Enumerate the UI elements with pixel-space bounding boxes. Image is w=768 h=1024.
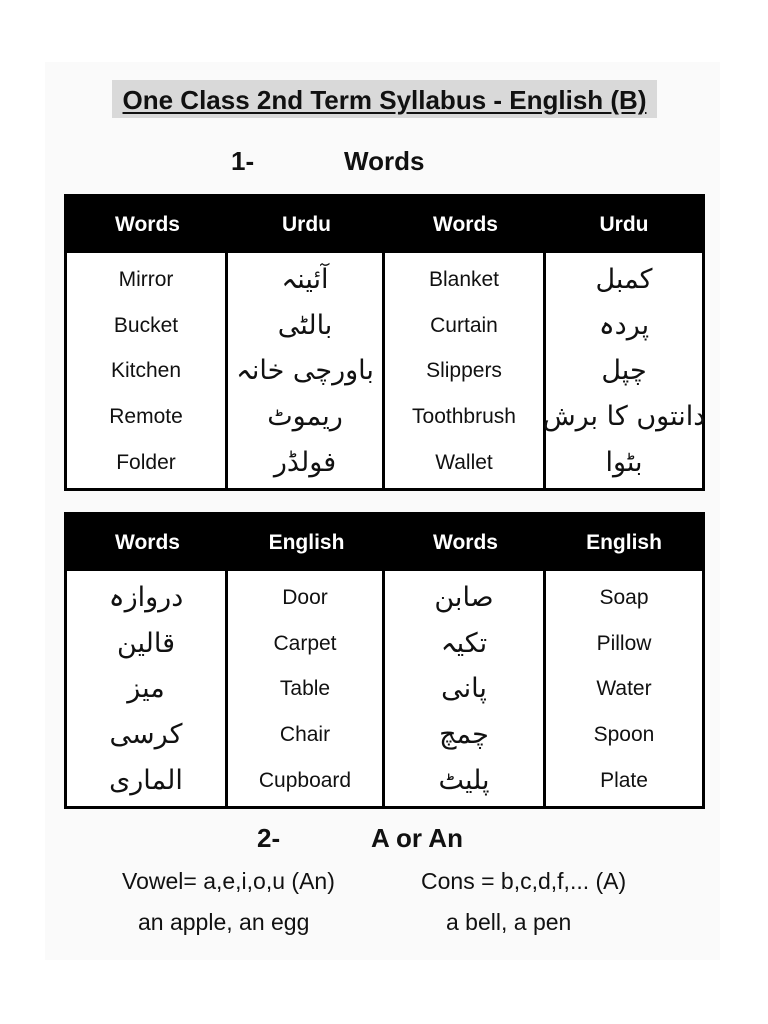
english-word: Bucket — [113, 313, 179, 337]
urdu-word: قالین — [116, 627, 176, 659]
section2-number: 2- — [257, 823, 281, 853]
english-word: Mirror — [118, 267, 174, 291]
table-body — [67, 571, 702, 806]
urdu-word: پردہ — [598, 309, 650, 341]
table-header-row — [67, 197, 702, 253]
english-word: Curtain — [430, 313, 498, 337]
header-cell: Words — [433, 531, 498, 554]
header-cell: Urdu — [599, 213, 649, 236]
english-word: Slippers — [426, 359, 502, 383]
english-word: Spoon — [593, 723, 655, 747]
urdu-word: باورچی خانہ — [236, 355, 374, 387]
section1-label: Words — [344, 146, 425, 176]
urdu-word: چپل — [601, 355, 647, 387]
header-cell: English — [268, 531, 345, 554]
header-cell: English — [586, 531, 662, 554]
urdu-word: ریموٹ — [267, 401, 343, 433]
english-word: Blanket — [428, 267, 500, 291]
urdu-word: الماری — [109, 765, 183, 797]
page-title: One Class 2nd Term Syllabus - English (B) — [112, 80, 657, 118]
english-word: Wallet — [435, 451, 493, 475]
urdu-word: میز — [127, 673, 165, 705]
urdu-word: بٹوا — [605, 447, 643, 479]
english-word: Table — [279, 677, 331, 701]
urdu-word: دروازہ — [108, 581, 184, 613]
english-word: Pillow — [596, 631, 652, 655]
english-word: Cupboard — [258, 769, 352, 793]
urdu-word: دانتوں کا برش — [542, 401, 706, 433]
urdu-word: پانی — [441, 673, 487, 705]
english-word: Remote — [109, 405, 183, 429]
header-cell: Urdu — [282, 213, 331, 236]
words-urdu-table — [64, 194, 705, 491]
urdu-word: کمبل — [595, 263, 653, 295]
english-word: Toothbrush — [412, 405, 516, 429]
vowel-rule: Vowel= a,e,i,o,u (An) — [122, 868, 335, 894]
table-column — [385, 253, 546, 488]
urdu-word: آئینہ — [281, 263, 329, 295]
table-body — [67, 253, 706, 488]
english-word: Water — [596, 677, 652, 701]
urdu-word: پلیٹ — [438, 765, 490, 797]
english-word: Carpet — [273, 631, 337, 655]
english-word: Door — [282, 585, 328, 609]
table-column — [67, 571, 228, 806]
header-cell: Words — [433, 213, 498, 236]
english-word: Kitchen — [110, 359, 182, 383]
table-column — [546, 571, 702, 806]
table-column — [228, 571, 385, 806]
english-word: Plate — [600, 769, 648, 793]
vowel-example: an apple, an egg — [138, 909, 310, 935]
section2-label: A or An — [371, 823, 463, 853]
table-column — [542, 253, 706, 488]
table-column — [385, 571, 546, 806]
consonant-rule: Cons = b,c,d,f,... (A) — [421, 868, 627, 894]
header-cell: Words — [115, 531, 180, 554]
urdu-word: بالٹی — [277, 309, 333, 341]
header-cell: Words — [115, 213, 180, 236]
english-word: Folder — [116, 451, 176, 475]
words-english-table — [64, 512, 705, 809]
table-column — [67, 253, 228, 488]
consonant-example: a bell, a pen — [446, 909, 572, 935]
table-header-row — [67, 515, 702, 571]
urdu-word: کرسی — [109, 719, 183, 751]
urdu-word: چمچ — [439, 719, 489, 751]
section1-number: 1- — [231, 146, 255, 176]
table-column — [228, 253, 385, 488]
english-word: Chair — [279, 723, 331, 747]
urdu-word: تکیہ — [440, 627, 488, 659]
urdu-word: فولڈر — [273, 447, 337, 479]
english-word: Soap — [599, 585, 649, 609]
urdu-word: صابن — [434, 581, 494, 613]
